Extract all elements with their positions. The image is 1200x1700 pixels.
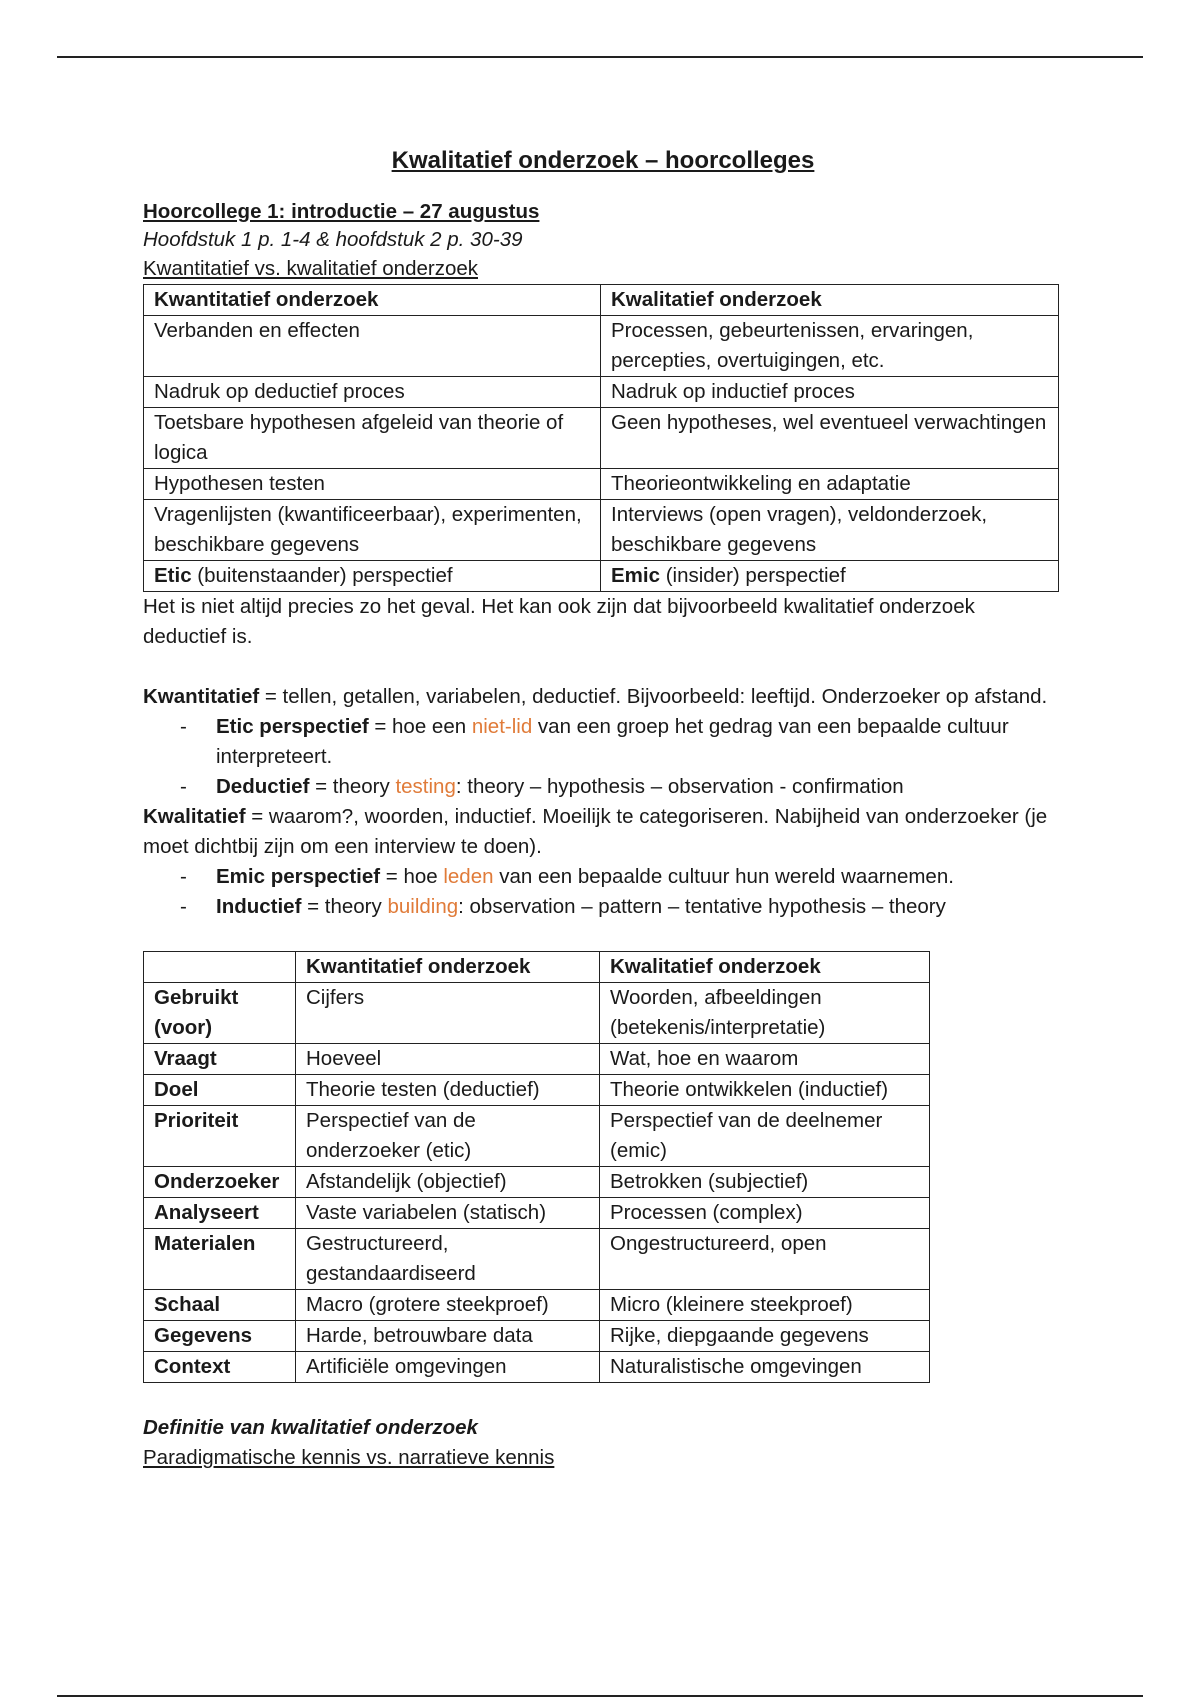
kwantitatief-paragraph <box>143 682 1063 712</box>
table-cell: Cijfers <box>296 983 600 1044</box>
emic-description: (insider) perspectief <box>660 564 846 587</box>
column-header: Kwalitatief onderzoek <box>601 285 1059 316</box>
comparison-heading: Kwantitatief vs. kwalitatief onderzoek <box>143 257 478 280</box>
table-cell: Perspectief van de onderzoeker (etic) <box>296 1106 600 1167</box>
table-row <box>144 983 930 1044</box>
kwantitatief-list <box>143 712 1063 802</box>
kwalitatief-list <box>143 862 1063 922</box>
table-cell: Hypothesen testen <box>144 469 601 500</box>
note-paragraph: Het is niet altijd precies zo het geval. Het kan ook zijn dat bijvoorbeeld kwalitatief onderzoek deductief is. <box>143 595 975 648</box>
etic-description: (buitenstaander) perspectief <box>191 564 453 587</box>
kwalitatief-paragraph <box>143 802 1063 862</box>
table-row <box>144 316 1059 377</box>
column-header: Kwalitatief onderzoek <box>600 952 930 983</box>
table-cell: Interviews (open vragen), veldonderzoek, beschikbare gegevens <box>601 500 1059 561</box>
bullet-text: van een groep het gedrag van een bepaalde cultuur interpreteert. <box>216 715 1009 768</box>
highlight-text: niet-lid <box>471 715 533 738</box>
table-cell: Wat, hoe en waarom <box>600 1044 930 1075</box>
characteristics-table <box>143 951 930 1383</box>
table-cell: Theorie testen (deductief) <box>296 1075 600 1106</box>
table-row <box>144 500 1059 561</box>
table-cell <box>144 561 601 592</box>
kwantitatief-text: = tellen, getallen, variabelen, deductief. Bijvoorbeeld: leeftijd. Onderzoeker op afstand. <box>259 685 1048 708</box>
bullet-text: van een bepaalde cultuur hun wereld waarnemen. <box>493 865 954 888</box>
column-header: Kwantitatief onderzoek <box>144 285 601 316</box>
row-header: Prioriteit <box>144 1106 296 1167</box>
bullet-term: Inductief <box>216 895 302 918</box>
document-body <box>143 141 1063 1473</box>
list-item <box>143 892 1063 922</box>
row-header: Vraagt <box>144 1044 296 1075</box>
bullet-text: = theory <box>309 775 396 798</box>
table-cell: Ongestructureerd, open <box>600 1229 930 1290</box>
table-cell: Rijke, diepgaande gegevens <box>600 1321 930 1352</box>
table-cell: Naturalistische omgevingen <box>600 1352 930 1383</box>
table-cell: Theorie ontwikkelen (inductief) <box>600 1075 930 1106</box>
row-header: Analyseert <box>144 1198 296 1229</box>
table-cell: Toetsbare hypothesen afgeleid van theorie of logica <box>144 408 601 469</box>
table-row <box>144 1106 930 1167</box>
table-cell: Harde, betrouwbare data <box>296 1321 600 1352</box>
bullet-term: Etic perspectief <box>216 715 369 738</box>
table-cell: Processen (complex) <box>600 1198 930 1229</box>
table-row <box>144 1352 930 1383</box>
definition-heading: Definitie van kwalitatief onderzoek <box>143 1416 478 1439</box>
row-header: Materialen <box>144 1229 296 1290</box>
table-cell: Nadruk op inductief proces <box>601 377 1059 408</box>
row-header: Doel <box>144 1075 296 1106</box>
table-row <box>144 377 1059 408</box>
list-item <box>143 712 1063 772</box>
table-row <box>144 1290 930 1321</box>
table-cell: Artificiële omgevingen <box>296 1352 600 1383</box>
table-cell: Processen, gebeurtenissen, ervaringen, percepties, overtuigingen, etc. <box>601 316 1059 377</box>
table-cell <box>601 561 1059 592</box>
table-cell: Gestructureerd, gestandaardiseerd <box>296 1229 600 1290</box>
table-cell: Geen hypotheses, wel eventueel verwachtingen <box>601 408 1059 469</box>
table-row <box>144 561 1059 592</box>
table-cell: Vragenlijsten (kwantificeerbaar), experimenten, beschikbare gegevens <box>144 500 601 561</box>
row-header: Gegevens <box>144 1321 296 1352</box>
table-cell: Perspectief van de deelnemer (emic) <box>600 1106 930 1167</box>
row-header: Context <box>144 1352 296 1383</box>
row-header: Onderzoeker <box>144 1167 296 1198</box>
highlight-text: testing <box>395 775 456 798</box>
table-row <box>144 1229 930 1290</box>
table-row <box>144 1321 930 1352</box>
table-row <box>144 1075 930 1106</box>
column-header: Kwantitatief onderzoek <box>296 952 600 983</box>
table-row <box>144 1044 930 1075</box>
table-cell: Hoeveel <box>296 1044 600 1075</box>
header-rule <box>57 56 1143 58</box>
table-cell: Nadruk op deductief proces <box>144 377 601 408</box>
row-header: Schaal <box>144 1290 296 1321</box>
bullet-text: = hoe <box>380 865 444 888</box>
document-title: Kwalitatief onderzoek – hoorcolleges <box>391 147 815 174</box>
comparison-table <box>143 284 1059 592</box>
highlight-text: leden <box>443 865 494 888</box>
table-row <box>144 408 1059 469</box>
kwalitatief-text: = waarom?, woorden, inductief. Moeilijk te categoriseren. Nabijheid van onderzoeker (je moet dichtbij zijn om een interview te doen). <box>143 805 1048 858</box>
list-item <box>143 862 1063 892</box>
table-row <box>144 1198 930 1229</box>
table-cell: Vaste variabelen (statisch) <box>296 1198 600 1229</box>
table-row <box>144 469 1059 500</box>
table-cell: Betrokken (subjectief) <box>600 1167 930 1198</box>
table-cell: Theorieontwikkeling en adaptatie <box>601 469 1059 500</box>
footer-rule <box>57 1695 1143 1697</box>
highlight-text: building <box>387 895 459 918</box>
bullet-text: = hoe een <box>368 715 472 738</box>
table-header-row <box>144 285 1059 316</box>
row-header: Gebruikt (voor) <box>144 983 296 1044</box>
bullet-term: Deductief <box>216 775 310 798</box>
kwantitatief-term: Kwantitatief <box>143 685 260 708</box>
column-header <box>144 952 296 983</box>
bullet-term: Emic perspectief <box>216 865 381 888</box>
table-header-row <box>144 952 930 983</box>
etic-term: Etic <box>154 564 192 587</box>
table-cell: Micro (kleinere steekproef) <box>600 1290 930 1321</box>
emic-term: Emic <box>611 564 660 587</box>
bullet-text: = theory <box>301 895 388 918</box>
table-cell: Macro (grotere steekproef) <box>296 1290 600 1321</box>
bullet-text: : observation – pattern – tentative hypothesis – theory <box>458 895 946 918</box>
table-cell: Woorden, afbeeldingen (betekenis/interpretatie) <box>600 983 930 1044</box>
table-cell: Afstandelijk (objectief) <box>296 1167 600 1198</box>
table-row <box>144 1167 930 1198</box>
lecture-heading: Hoorcollege 1: introductie – 27 augustus <box>143 200 540 223</box>
table-cell: Verbanden en effecten <box>144 316 601 377</box>
list-item <box>143 772 1063 802</box>
chapters-reference: Hoofdstuk 1 p. 1-4 & hoofdstuk 2 p. 30-39 <box>143 228 523 251</box>
kwalitatief-term: Kwalitatief <box>143 805 246 828</box>
definition-subheading: Paradigmatische kennis vs. narratieve kennis <box>143 1446 555 1469</box>
bullet-text: : theory – hypothesis – observation - confirmation <box>455 775 904 798</box>
